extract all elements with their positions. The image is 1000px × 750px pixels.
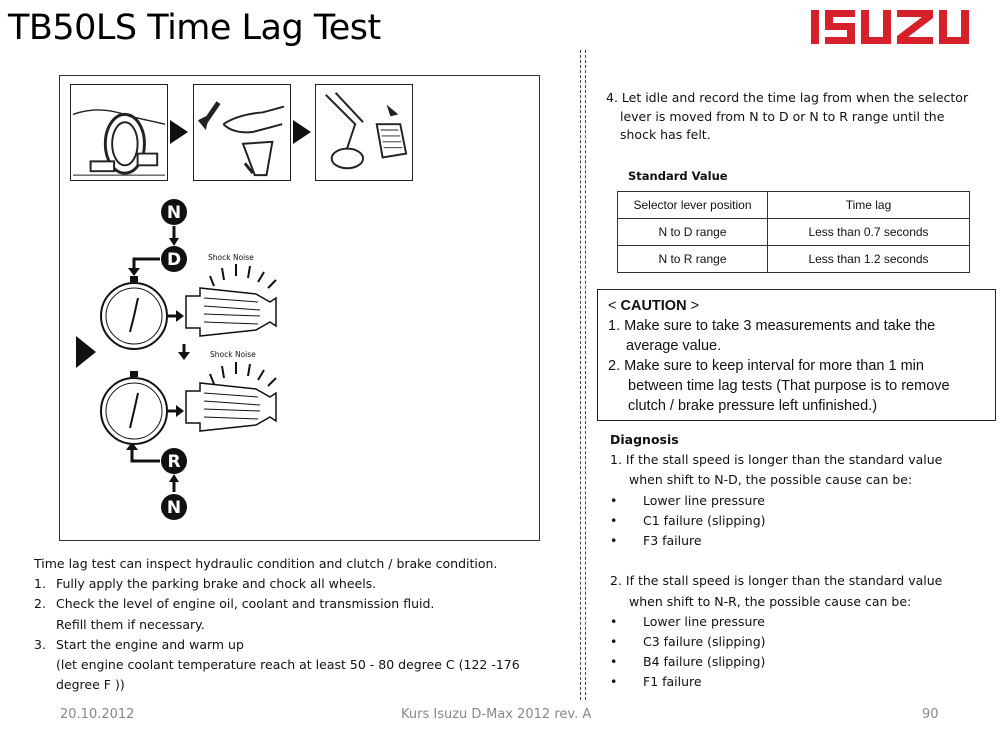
shift-letter-r: R — [167, 452, 181, 472]
list-item: • F3 failure — [610, 533, 702, 549]
diagnosis-section: Diagnosis 1. If the stall speed is longer than the standard value when shift to N-D, the possible cause can be: • Lower line pressure • C1 failure (slipping) • F3 failure 2. If the stall speed is longer than the standard value when shift to N-R, the possible cause can be: • Lower line pressure • C3 failure (slipping) • B4 failure (slipping) • F1 failure — [606, 430, 986, 693]
table-row — [618, 246, 970, 273]
arrow-right-icon — [76, 336, 96, 368]
page-number: 90 — [922, 707, 939, 722]
diagnosis-heading: Diagnosis — [610, 432, 679, 447]
intro-text: Time lag test can inspect hydraulic condition and clutch / brake condition. — [34, 556, 498, 571]
arrow-right-icon — [293, 120, 311, 144]
isuzu-logo — [811, 10, 985, 44]
list-item: (let engine coolant temperature reach at least 50 - 80 degree C (122 -176 — [56, 657, 520, 673]
table-cell: Less than 1.2 seconds — [768, 246, 970, 273]
caution-box: < CAUTION > 1. Make sure to take 3 measurements and take the average value. 2. Make sure to keep interval for more than 1 min between time lag tests (That purpose is to remove clutch / brake pressure left unfinished.) — [597, 289, 996, 421]
table-row — [618, 219, 970, 246]
transmission-icon — [186, 383, 276, 431]
list-item: • B4 failure (slipping) — [610, 654, 766, 670]
list-item: 2. Check the level of engine oil, coolant and transmission fluid. — [34, 596, 435, 612]
list-item: degree F )) — [56, 677, 125, 693]
arrow-right-icon — [170, 120, 188, 144]
table-cell: N to D range — [618, 219, 768, 246]
column-header: Time lag — [768, 192, 970, 219]
list-item: • C3 failure (slipping) — [610, 634, 766, 650]
step-4: 4. Let idle and record the time lag from when the selector lever is moved from N to D or N to R range until the shock has felt. — [606, 90, 969, 142]
standard-value-title: Standard Value — [628, 169, 728, 183]
time-lag-figure — [59, 75, 540, 541]
standard-value-table — [617, 191, 970, 273]
list-item: 1. Fully apply the parking brake and chock all wheels. — [34, 576, 377, 592]
footer-course: Kurs Isuzu D-Max 2012 rev. A — [401, 707, 592, 722]
list-item: 3. Start the engine and warm up — [34, 636, 244, 652]
list-item: • Lower line pressure — [610, 492, 765, 508]
procedure-steps — [34, 554, 554, 695]
shock-noise-label: Shock Noise — [210, 350, 256, 359]
footer-date: 20.10.2012 — [60, 707, 135, 722]
list-item: Refill them if necessary. — [56, 616, 205, 632]
column-divider — [580, 50, 586, 700]
page-title: TB50LS Time Lag Test — [8, 8, 381, 48]
transmission-icon — [186, 288, 276, 336]
list-item: • F1 failure — [610, 674, 702, 690]
table-cell: Less than 0.7 seconds — [768, 219, 970, 246]
shift-letter-n: N — [166, 203, 182, 223]
list-item: • Lower line pressure — [610, 613, 765, 629]
table-header-row — [618, 192, 970, 219]
caution-heading: < CAUTION > — [608, 298, 700, 314]
shift-diagram — [60, 76, 541, 542]
shift-letter-n: N — [166, 498, 182, 518]
shock-noise-label: Shock Noise — [208, 253, 254, 262]
list-item: • C1 failure (slipping) — [610, 512, 766, 528]
table-cell: N to R range — [618, 246, 768, 273]
stopwatch-icon — [101, 276, 167, 349]
column-header: Selector lever position — [618, 192, 768, 219]
shift-letter-d: D — [166, 250, 182, 270]
stopwatch-icon — [101, 371, 167, 444]
